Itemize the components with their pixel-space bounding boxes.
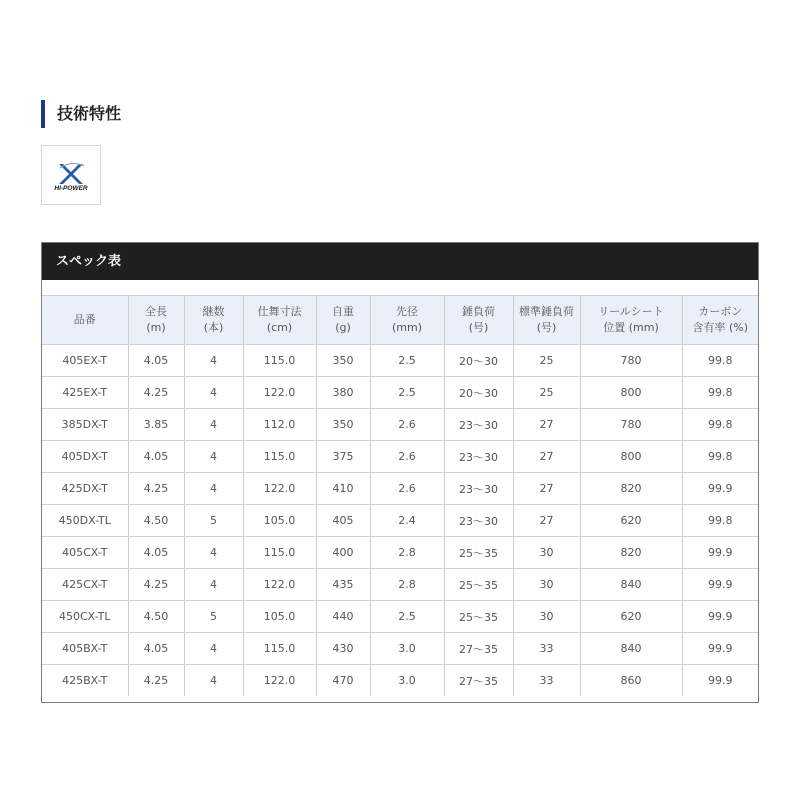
table-row (42, 569, 758, 601)
table-cell: 99.9 (682, 537, 758, 569)
table-row (42, 601, 758, 633)
column-header-line: (m) (146, 321, 166, 334)
column-header (444, 296, 513, 345)
section-heading: 技術特性 (41, 100, 121, 128)
table-cell: 99.9 (682, 473, 758, 505)
column-header (316, 296, 370, 345)
table-cell: 33 (513, 633, 580, 665)
table-cell: 2.5 (370, 601, 444, 633)
table-cell: 4 (184, 345, 243, 377)
table-cell: 115.0 (243, 633, 316, 665)
table-cell: 20～30 (444, 377, 513, 409)
column-header-line: (cm) (266, 321, 293, 334)
table-cell: 350 (316, 409, 370, 441)
table-cell: 4 (184, 569, 243, 601)
table-cell: 450DX-TL (42, 505, 128, 537)
table-cell: 25～35 (444, 569, 513, 601)
table-cell: 620 (580, 505, 682, 537)
table-cell: 25 (513, 345, 580, 377)
table-cell: 4 (184, 665, 243, 697)
table-cell: 99.8 (682, 409, 758, 441)
table-cell: 30 (513, 537, 580, 569)
spec-title: スペック表 (42, 243, 758, 280)
table-cell: 23～30 (444, 441, 513, 473)
table-cell: 2.5 (370, 377, 444, 409)
column-header-line: 標準錘負荷 (519, 305, 574, 318)
table-cell: 99.8 (682, 505, 758, 537)
table-cell: 99.8 (682, 345, 758, 377)
table-cell: 405DX-T (42, 441, 128, 473)
table-cell: 405 (316, 505, 370, 537)
column-header-line: カーボン (698, 305, 743, 318)
spec-panel (41, 242, 759, 703)
column-header-line: (本) (203, 321, 224, 334)
table-cell: 122.0 (243, 473, 316, 505)
table-row (42, 633, 758, 665)
table-cell: 4 (184, 441, 243, 473)
table-cell: 4 (184, 409, 243, 441)
table-row (42, 505, 758, 537)
column-header-line: 品番 (73, 313, 96, 326)
table-cell: 800 (580, 441, 682, 473)
table-cell: 99.8 (682, 441, 758, 473)
table-cell: 27～35 (444, 633, 513, 665)
table-cell: 470 (316, 665, 370, 697)
table-cell: 99.9 (682, 601, 758, 633)
spec-header-row (42, 296, 758, 345)
table-cell: 405BX-T (42, 633, 128, 665)
table-cell: 122.0 (243, 569, 316, 601)
table-cell: 99.9 (682, 569, 758, 601)
table-cell: 33 (513, 665, 580, 697)
x-hi-power-logo-icon (41, 145, 101, 205)
column-header (184, 296, 243, 345)
table-cell: 99.8 (682, 377, 758, 409)
table-cell: 405EX-T (42, 345, 128, 377)
table-cell: 350 (316, 345, 370, 377)
table-cell: 2.8 (370, 569, 444, 601)
table-cell: 30 (513, 569, 580, 601)
table-cell: 20～30 (444, 345, 513, 377)
table-cell: 27～35 (444, 665, 513, 697)
table-cell: 5 (184, 505, 243, 537)
table-cell: 4 (184, 537, 243, 569)
table-cell: 4 (184, 633, 243, 665)
column-header-line: リールシート (598, 305, 664, 318)
table-cell: 440 (316, 601, 370, 633)
table-cell: 2.6 (370, 441, 444, 473)
table-cell: 23～30 (444, 473, 513, 505)
column-header (682, 296, 758, 345)
table-cell: 400 (316, 537, 370, 569)
table-cell: 115.0 (243, 537, 316, 569)
table-cell: 840 (580, 569, 682, 601)
table-cell: 27 (513, 409, 580, 441)
table-cell: 30 (513, 601, 580, 633)
column-header-line: 先径 (396, 305, 418, 318)
table-cell: 430 (316, 633, 370, 665)
table-cell: 3.85 (128, 409, 184, 441)
table-row (42, 473, 758, 505)
column-header-line: 自重 (332, 305, 354, 318)
table-cell: 820 (580, 537, 682, 569)
table-cell: 27 (513, 505, 580, 537)
table-cell: 2.6 (370, 473, 444, 505)
table-row (42, 665, 758, 697)
column-header-line: 継数 (202, 305, 225, 318)
table-cell: 4.25 (128, 665, 184, 697)
table-cell: 860 (580, 665, 682, 697)
table-cell: 780 (580, 409, 682, 441)
table-cell: 380 (316, 377, 370, 409)
table-row (42, 345, 758, 377)
table-cell: 25 (513, 377, 580, 409)
table-cell: 4.50 (128, 601, 184, 633)
column-header-line: (mm) (391, 321, 422, 334)
table-cell: 620 (580, 601, 682, 633)
table-cell: 23～30 (444, 409, 513, 441)
column-header (243, 296, 316, 345)
table-cell: 105.0 (243, 505, 316, 537)
table-cell: 450CX-TL (42, 601, 128, 633)
table-cell: 25～35 (444, 537, 513, 569)
table-row (42, 377, 758, 409)
table-cell: 25～35 (444, 601, 513, 633)
table-cell: 4.05 (128, 537, 184, 569)
column-header-line: 含有率 (%) (692, 321, 749, 334)
spec-table (42, 295, 758, 696)
table-cell: 5 (184, 601, 243, 633)
table-cell: 385DX-T (42, 409, 128, 441)
table-cell: 3.0 (370, 633, 444, 665)
column-header-line: (号) (468, 321, 489, 334)
table-cell: 435 (316, 569, 370, 601)
column-header-line: 錘負荷 (462, 305, 495, 318)
table-cell: 4 (184, 473, 243, 505)
table-row (42, 409, 758, 441)
table-cell: 115.0 (243, 441, 316, 473)
table-cell: 4.25 (128, 473, 184, 505)
table-cell: 23～30 (444, 505, 513, 537)
column-header (513, 296, 580, 345)
column-header-line: (g) (335, 321, 351, 334)
table-cell: 800 (580, 377, 682, 409)
table-cell: 425EX-T (42, 377, 128, 409)
table-cell: 780 (580, 345, 682, 377)
table-cell: 4 (184, 377, 243, 409)
table-cell: 4.05 (128, 345, 184, 377)
table-cell: 115.0 (243, 345, 316, 377)
table-cell: 27 (513, 441, 580, 473)
column-header (580, 296, 682, 345)
column-header-line: 仕舞寸法 (257, 305, 302, 318)
table-cell: 410 (316, 473, 370, 505)
table-cell: 840 (580, 633, 682, 665)
table-cell: 4.25 (128, 377, 184, 409)
table-cell: 425BX-T (42, 665, 128, 697)
table-cell: 122.0 (243, 377, 316, 409)
table-cell: 122.0 (243, 665, 316, 697)
table-cell: 3.0 (370, 665, 444, 697)
table-cell: 2.4 (370, 505, 444, 537)
table-cell: 105.0 (243, 601, 316, 633)
table-cell: 405CX-T (42, 537, 128, 569)
logo-text: HI-POWER (54, 185, 88, 192)
table-cell: 112.0 (243, 409, 316, 441)
column-header (42, 296, 128, 345)
table-cell: 4.50 (128, 505, 184, 537)
column-header-line: 位置 (mm) (603, 321, 659, 334)
column-header-line: (号) (536, 321, 557, 334)
table-row (42, 441, 758, 473)
table-cell: 99.9 (682, 633, 758, 665)
table-cell: 375 (316, 441, 370, 473)
spec-body (42, 345, 758, 697)
table-cell: 4.05 (128, 633, 184, 665)
table-cell: 820 (580, 473, 682, 505)
column-header-line: 全長 (145, 305, 167, 318)
table-cell: 4.05 (128, 441, 184, 473)
table-cell: 2.5 (370, 345, 444, 377)
table-cell: 99.9 (682, 665, 758, 697)
table-row (42, 537, 758, 569)
column-header (370, 296, 444, 345)
table-cell: 27 (513, 473, 580, 505)
table-cell: 2.6 (370, 409, 444, 441)
column-header (128, 296, 184, 345)
table-cell: 4.25 (128, 569, 184, 601)
table-cell: 425CX-T (42, 569, 128, 601)
table-cell: 2.8 (370, 537, 444, 569)
table-cell: 425DX-T (42, 473, 128, 505)
